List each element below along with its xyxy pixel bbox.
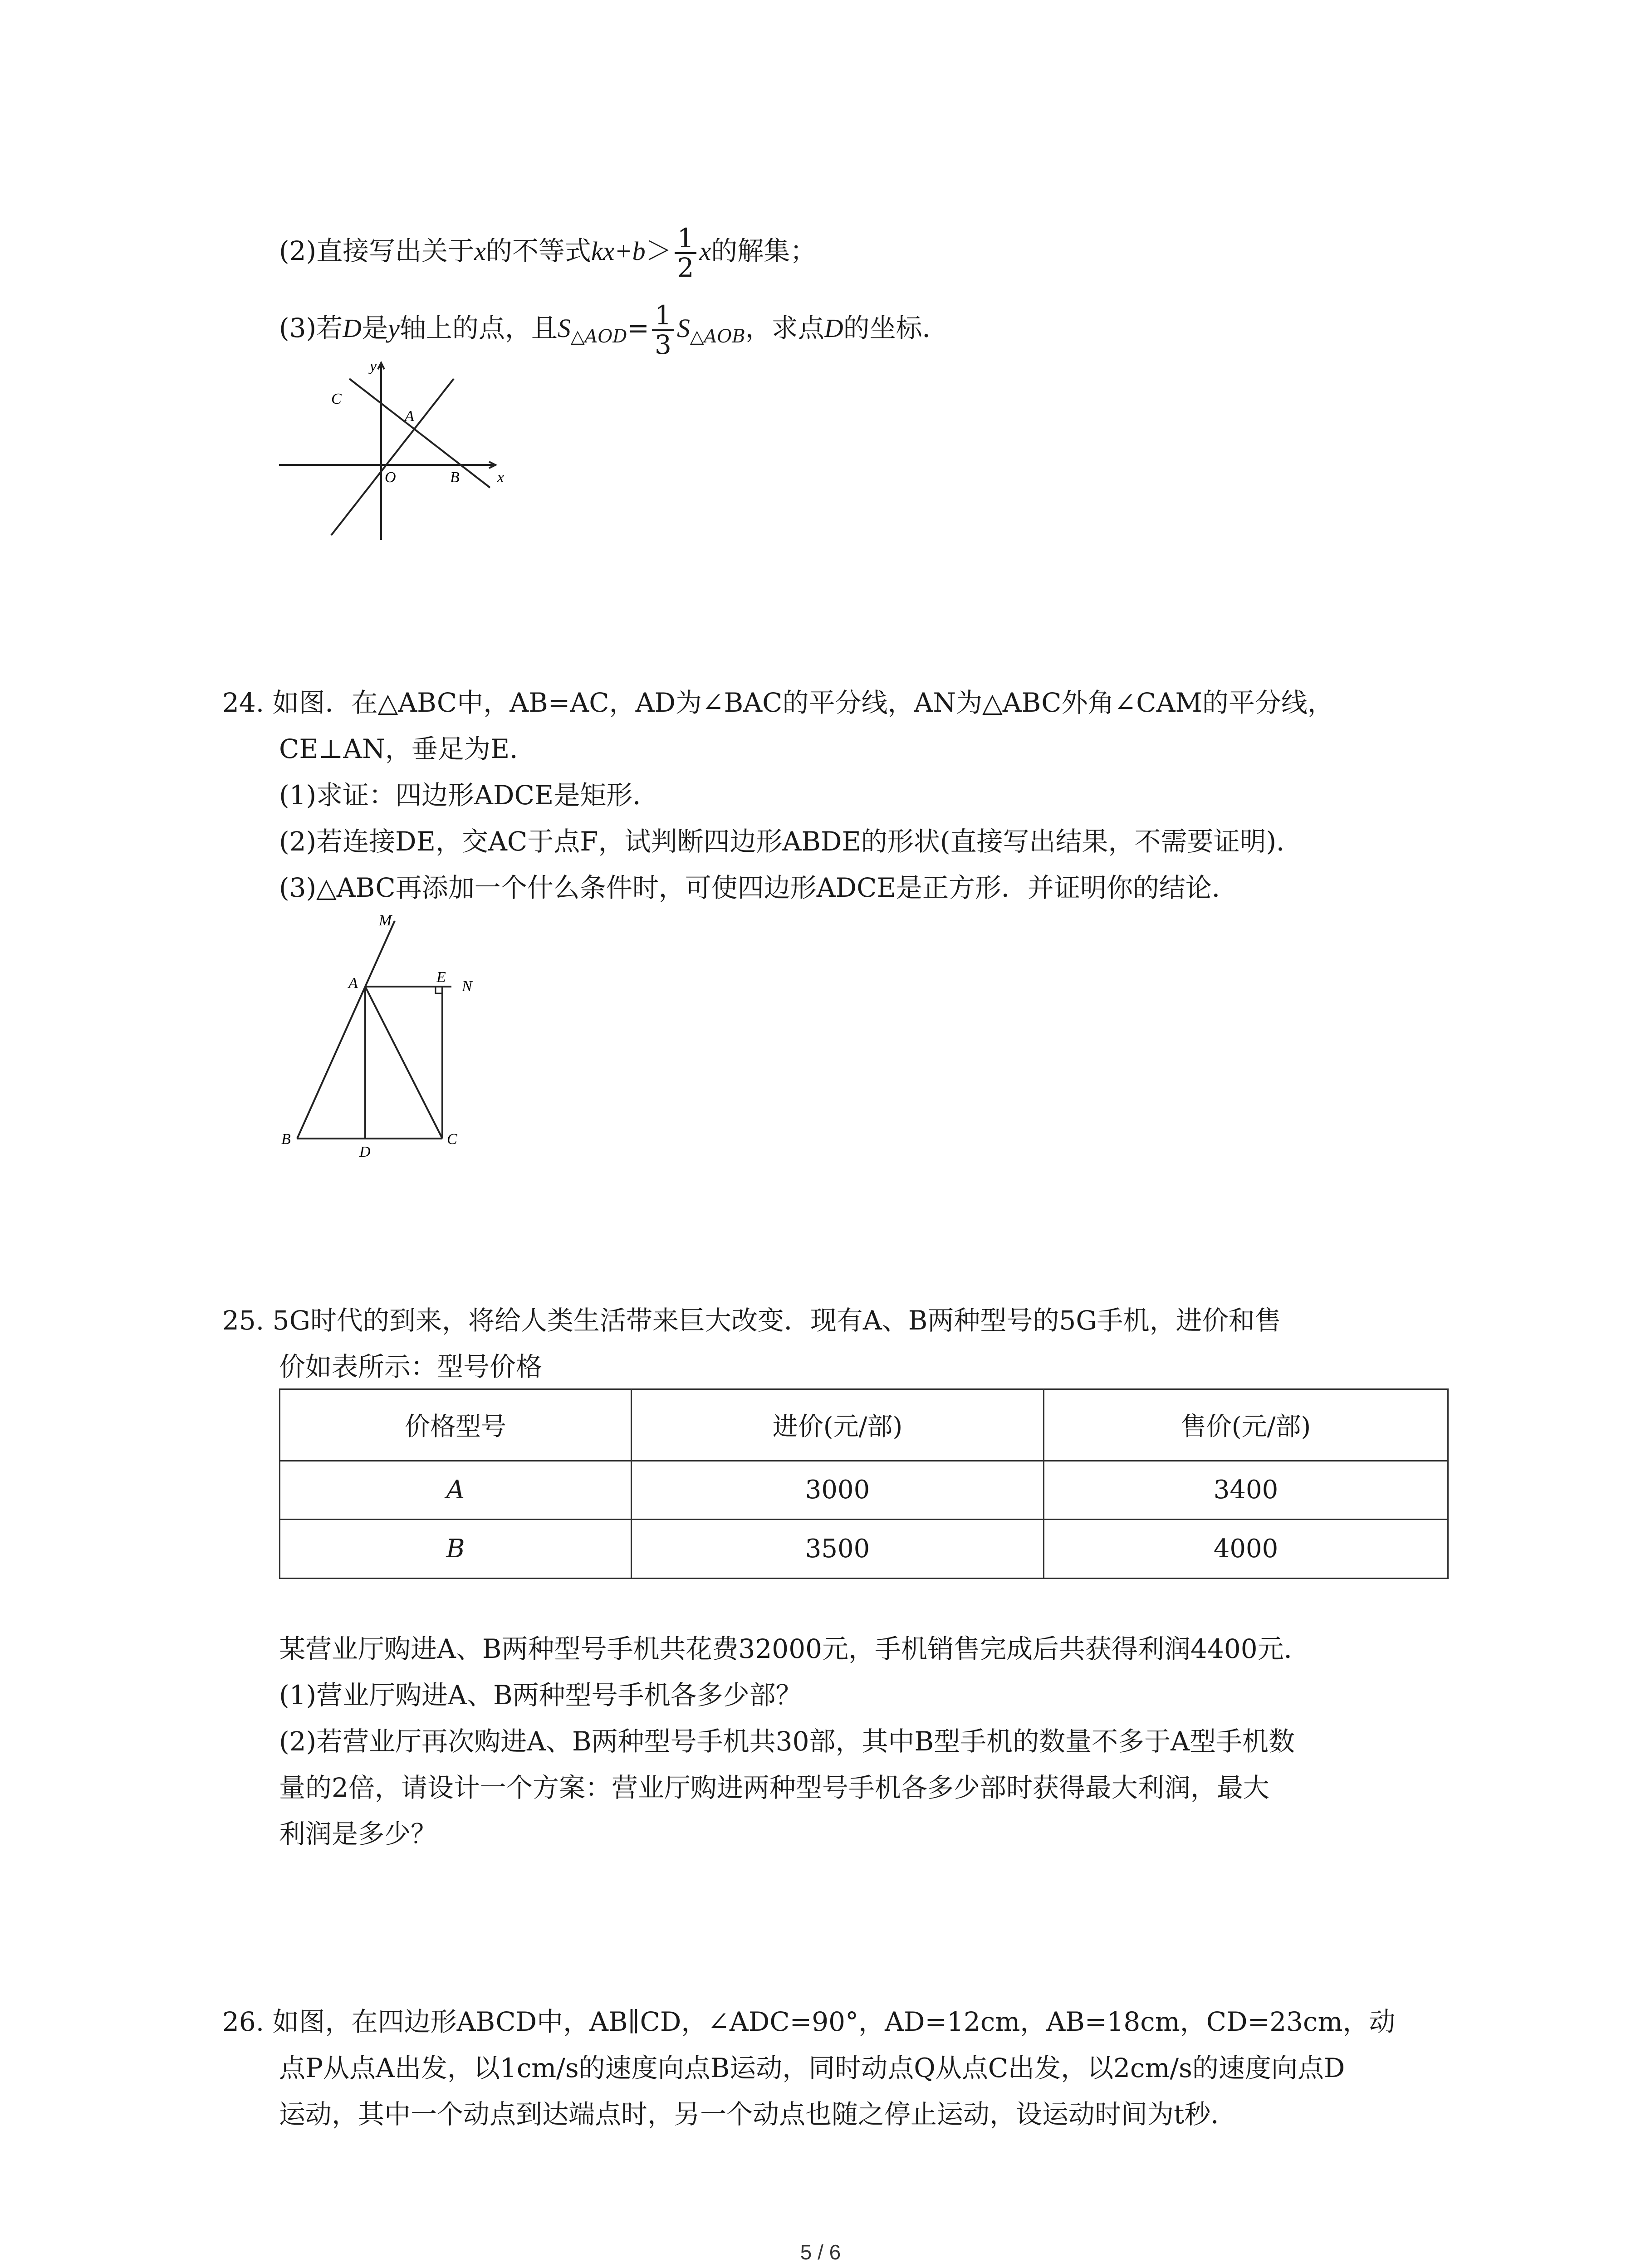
q25-line5: (2)若营业厅再次购进A、B两种型号手机共30部，其中B型手机的数量不多于A型手机数: [279, 1726, 1295, 1757]
label-o: O: [385, 469, 396, 486]
label-c: C: [331, 391, 342, 407]
q23-coordinate-figure: [272, 354, 526, 549]
right-angle-mark: [436, 987, 442, 993]
label-b: B: [450, 469, 460, 486]
price-table: [279, 1388, 1449, 1579]
label-a: A: [405, 408, 414, 425]
table-cell: A: [280, 1461, 632, 1520]
label-d: D: [359, 1144, 371, 1160]
q24-line4: (2)若连接DE，交AC于点F，试判断四边形ABDE的形状(直接写出结果，不需要证明)．: [279, 826, 1303, 857]
table-cell: 4000: [1044, 1520, 1448, 1579]
label-x: x: [497, 469, 505, 486]
table-header-row: [280, 1389, 1448, 1461]
q24-line3: (1)求证：四边形ADCE是矩形．: [279, 780, 659, 811]
q25-line1: 25. 5G时代的到来，将给人类生活带来巨大改变．现有A、B两种型号的5G手机，进价和售: [222, 1305, 1281, 1336]
table-cell: 3500: [632, 1520, 1044, 1579]
q25-line3: 某营业厅购进A、B两种型号手机共花费32000元，手机销售完成后共获得利润4400元．: [279, 1633, 1310, 1664]
table-header-cell: 售价(元/部): [1044, 1389, 1448, 1461]
q23-part2: (2)直接写出关于x的不等式kx+b＞ $\frac{1}{2}$ x的解集；: [279, 223, 817, 283]
table-cell: B: [280, 1520, 632, 1579]
q23-part3: (3)若D是y轴上的点，且$S_{\triangle AOD}=$ $\frac{1}{3}$ $S_{\triangle AOB}$，求点D的坐标．: [279, 300, 949, 360]
table-cell: 3400: [1044, 1461, 1448, 1520]
line-through-origin: [331, 379, 454, 535]
fraction-one-third: $\frac{1}{3}$: [652, 302, 674, 359]
label-e: E: [436, 969, 446, 986]
label-c: C: [447, 1131, 457, 1148]
segment-ac: [365, 987, 442, 1139]
table-row: [280, 1461, 1448, 1520]
label-n: N: [462, 978, 472, 995]
fraction-one-half: $\frac{1}{2}$: [675, 225, 697, 282]
q26-line3: 运动，其中一个动点到达端点时，另一个动点也随之停止运动，设运动时间为t秒．: [279, 2099, 1237, 2130]
q26-line2: 点P从点A出发，以1cm/s的速度向点B运动，同时动点Q从点C出发，以2cm/s的速度向点D: [279, 2053, 1345, 2083]
q25-line7: 利润是多少？: [279, 1818, 437, 1849]
table-header-cell: 进价(元/部): [632, 1389, 1044, 1461]
q25-line2: 价如表所示：型号价格: [279, 1351, 543, 1382]
q24-line1: 24. 如图．在△ABC中，AB=AC，AD为∠BAC的平分线，AN为△ABC外角∠CAM的平分线，: [222, 687, 1334, 718]
table-header-cell: 价格型号: [280, 1389, 632, 1461]
label-y: y: [370, 358, 377, 375]
label-b: B: [281, 1131, 291, 1148]
q24-line2: CE⊥AN，垂足为E．: [279, 733, 536, 764]
label-a: A: [348, 975, 358, 992]
table-cell: 3000: [632, 1461, 1044, 1520]
segment-ab: [297, 987, 365, 1139]
line-cab: [349, 379, 490, 488]
q25-line6: 量的2倍，请设计一个方案：营业厅购进两种型号手机各多少部时获得最大利润，最大: [279, 1772, 1269, 1803]
segment-am: [365, 921, 395, 987]
q24-geometry-figure: [272, 912, 508, 1166]
label-m: M: [379, 912, 392, 929]
page-number: 5 / 6: [800, 2240, 841, 2264]
q25-line4: (1)营业厅购进A、B两种型号手机各多少部？: [279, 1680, 802, 1711]
table-row: [280, 1520, 1448, 1579]
q26-line1: 26. 如图，在四边形ABCD中，AB∥CD，∠ADC=90°，AD=12cm，AB=18cm，CD=23cm，动: [222, 2006, 1396, 2037]
q24-line5: (3)△ABC再添加一个什么条件时，可使四边形ADCE是正方形．并证明你的结论．: [279, 872, 1238, 903]
